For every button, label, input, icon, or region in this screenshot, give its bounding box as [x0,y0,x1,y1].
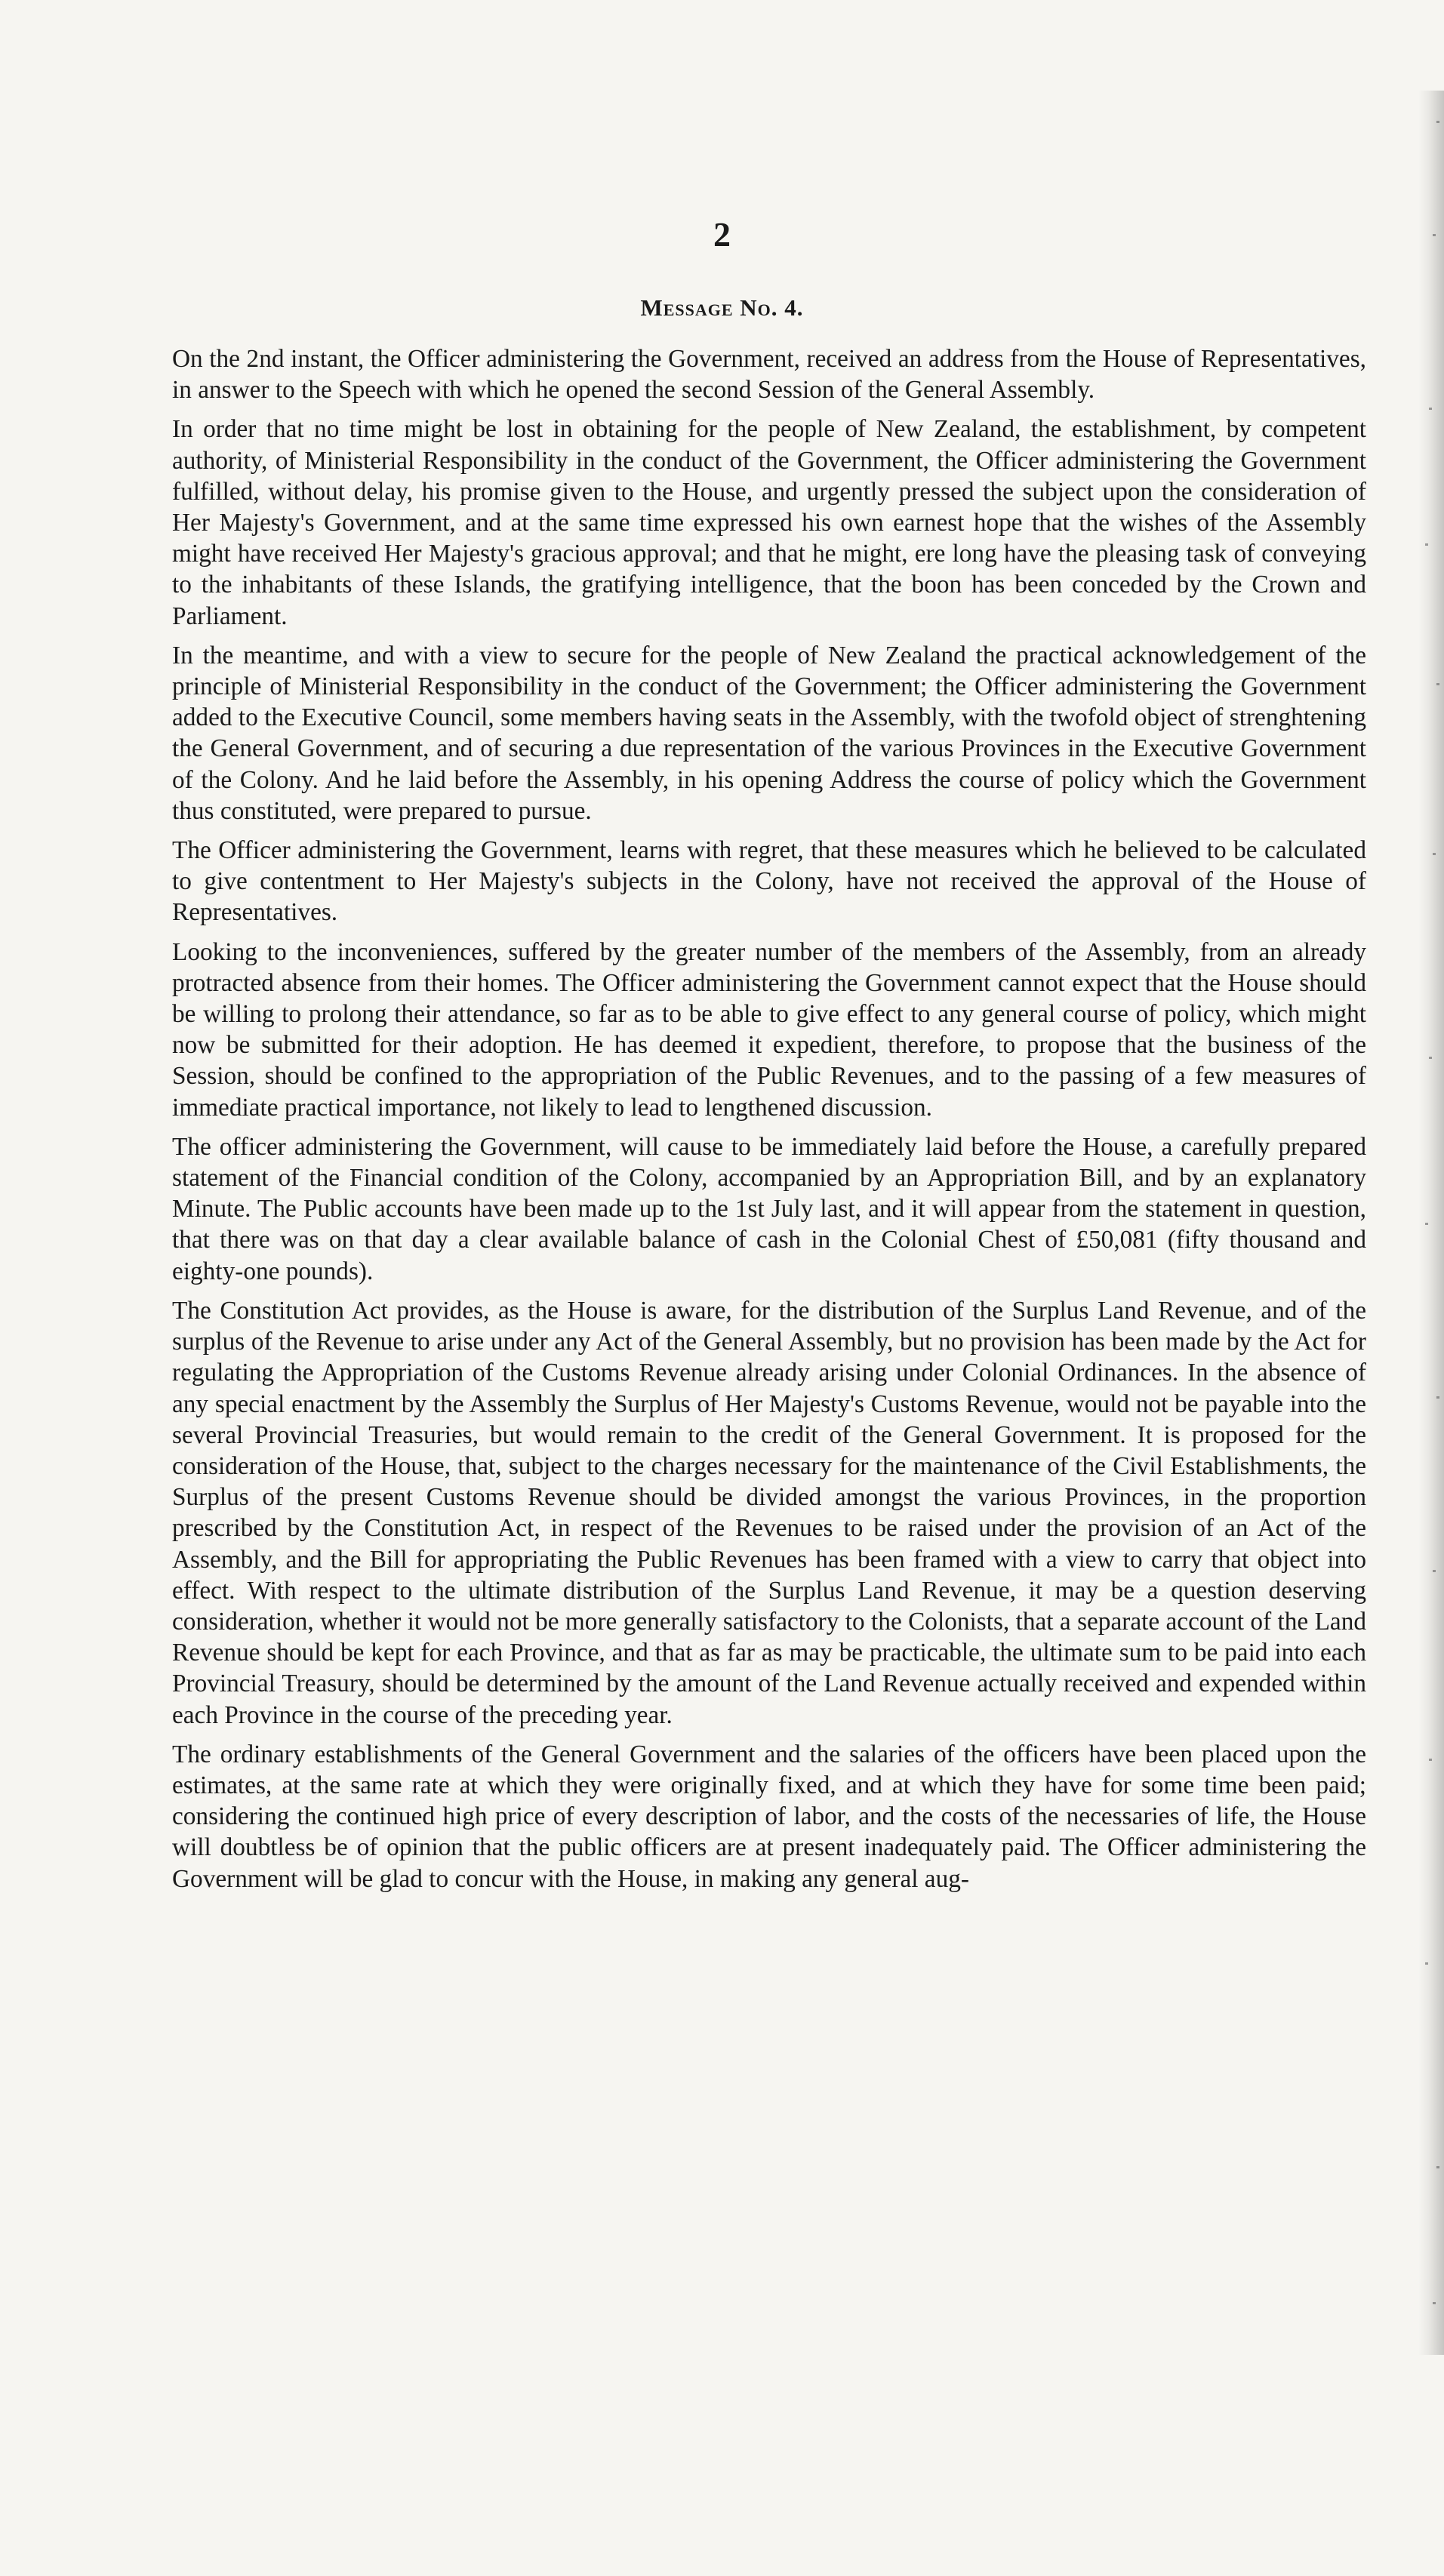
paragraph-executive-council: In the meantime, and with a view to secure for the people of New Zealand the practical acknowledgement of the principle of Ministerial Responsibility in the conduct of the Government; the Officer administering the Government added to the Executive Council, some members having seats in the Assembly, with the twofold object of strenghtening the General Government, and of securing a due representation of the various Provinces in the Executive Government of the Colony. And he laid before the Assembly, in his opening Address the course of policy which the Government thus constituted, were prepared to pursue. [172,641,1366,825]
scanned-page-edge [1418,91,1444,2355]
scan-speck [1436,683,1439,685]
scan-speck [1425,1962,1428,1965]
paragraph-establishments-salaries: The ordinary establishments of the General Government and the salaries of the officers have been placed upon the estimates, at the same rate at which they were originally fixed, and at which they have for some time been paid; considering the continued high price of every description of labor, and the costs of the necessaries of life, the House will doubtless be of opinion that the public officers are at present inadequately paid. The Officer administering the Government will be glad to concur with the House, in making any general aug- [172,1740,1366,1893]
paragraph-ministerial-responsibility: In order that no time might be lost in obtaining for the people of New Zealand, the establishment, by competent authority, of Ministerial Responsibility in the conduct of the Government, the Officer administering the Government fulfilled, without delay, his promise given to the House, and urgently pressed the subject upon the consideration of Her Majesty's Government, and at the same time expressed his own earnest hope that the wishes of the Assembly might have received Her Majesty's gracious approval; and that he might, ere long have the pleasing task of conveying to the inhabitants of these Islands, the gratifying intelligence, that the boon has been conceded by the Crown and Parliament. [172,415,1366,630]
message-body [172,343,1366,1903]
page-number: 2 [713,215,731,254]
paragraph-measures-regret: The Officer administering the Government, learns with regret, that these measures which he believed to be calculated to give contentment to Her Majesty's subjects in the Colony, have not received the approval of the House of Representatives. [172,836,1366,927]
scan-speck [1429,1057,1432,1059]
scan-speck [1433,853,1436,855]
scan-speck [1433,2302,1436,2304]
paragraph-session-business: Looking to the inconveniences, suffered by the greater number of the members of the Assembly, from an already protracted absence from their homes. The Officer administering the Government cannot expect that the House should be willing to prolong their attendance, so far as to be able to give effect to any general course of policy, which might now be submitted for their adoption. He has deemed it expedient, therefore, to propose that the business of the Session, should be confined to the appropriation of the Public Revenues, and to the passing of a few measures of immediate practical importance, not likely to lead to lengthened discussion. [172,937,1366,1122]
scan-speck [1436,121,1439,123]
paragraph-address-received: On the 2nd instant, the Officer administering the Government, received an address from the House of Representatives, in answer to the Speech with which he opened the second Session of the General Assembly. [172,345,1366,405]
scan-speck [1433,1570,1436,1572]
message-title: Message No. 4. [640,294,804,321]
scan-speck [1429,1759,1432,1761]
scan-speck [1436,2166,1439,2168]
paragraph-constitution-act: The Constitution Act provides, as the House is aware, for the distribution of the Surplus Land Revenue, and of the surplus of the Revenue to arise under any Act of the General Assembly, but no provision has been made by the Act for regulating the Appropriation of the Customs Revenue already arising under Colonial Ordinances. In the absence of any special enactment by the Assembly the Surplus of Her Majesty's Customs Revenue, would not be payable into the several Provincial Treasuries, but would remain to the credit of the General Government. It is proposed for the consideration of the House, that, subject to the charges necessary for the maintenance of the Civil Establishments, the Surplus of the present Customs Revenue should be divided amongst the various Provinces, in the proportion prescribed by the Constitution Act, in respect of the Revenues to be raised under the provision of an Act of the Assembly, and the Bill for appropriating the Public Revenues has been framed with a view to carry that object into effect. With respect to the ultimate distribution of the Surplus Land Revenue, it may be a question deserving consideration, whether it would not be more generally satisfactory to the Colonists, that a separate account of the Land Revenue should be kept for each Province, and that as far as may be practicable, the ultimate sum to be paid into each Provincial Treasury, should be determined by the amount of the Land Revenue actually received and expended within each Province in the course of the preceding year. [172,1296,1366,1729]
scan-speck [1425,1223,1428,1225]
scan-speck [1436,1396,1439,1399]
paragraph-financial-statement: The officer administering the Government, will cause to be immediately laid before the House, a carefully prepared statement of the Financial condition of the Colony, accompanied by an Appropriation Bill, and by an explanatory Minute. The Public accounts have been made up to the 1st July last, and it will appear from the statement in question, that there was on that day a clear available balance of cash in the Colonial Chest of £50,081 (fifty thousand and eighty-one pounds). [172,1132,1366,1285]
scan-speck [1425,543,1428,546]
scan-speck [1429,408,1432,410]
scan-speck [1433,234,1436,236]
